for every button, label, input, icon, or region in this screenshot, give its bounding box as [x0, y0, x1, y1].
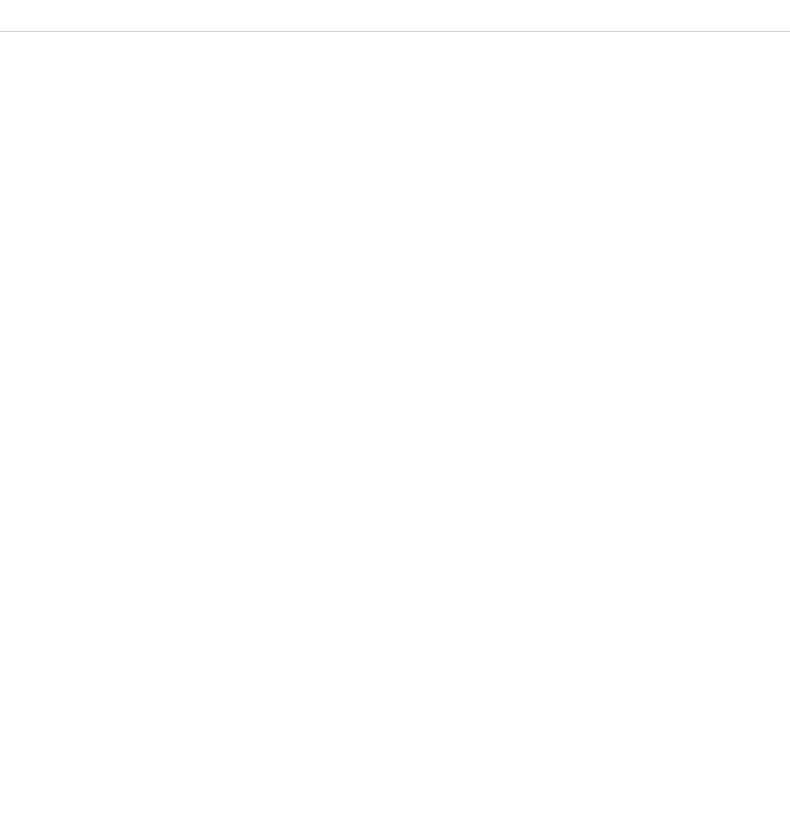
main-content: [0, 32, 790, 816]
title-bar: [0, 0, 790, 32]
